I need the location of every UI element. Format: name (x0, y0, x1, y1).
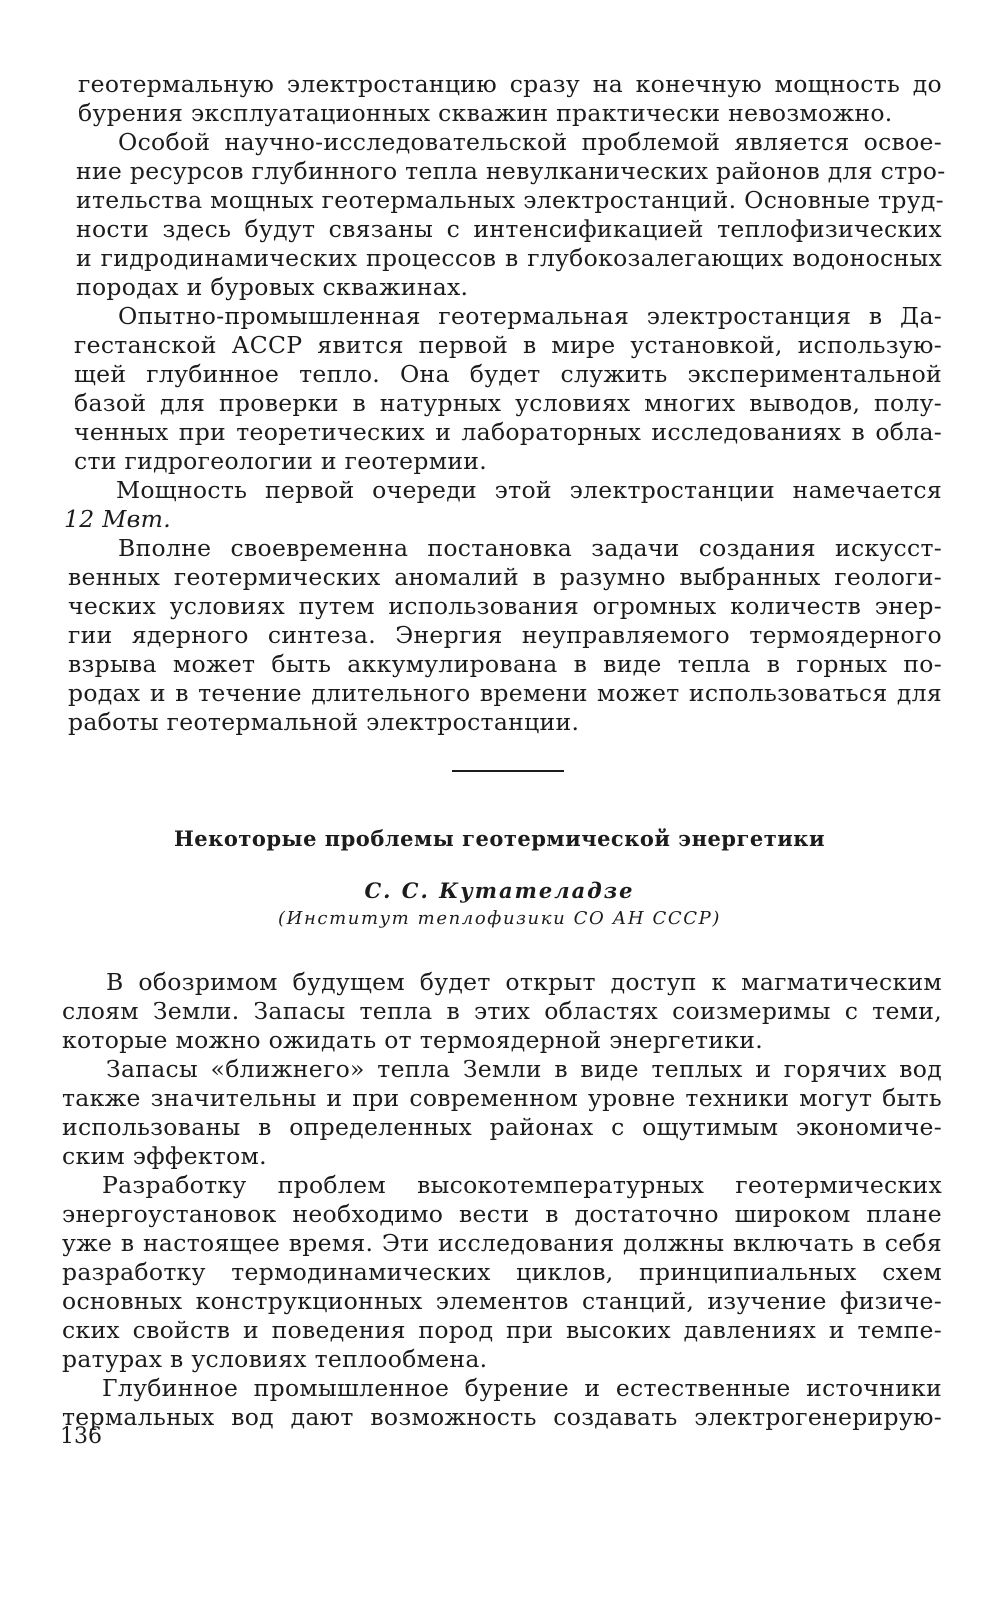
text-line: ческих условиях путем использования огромных количеств энер- (68, 592, 942, 620)
text-line: В обозримом будущем будет открыт доступ к магматическим (106, 968, 942, 996)
bottom-text-block (62, 968, 942, 1432)
article-affiliation: (Институт теплофизики СО АН СССР) (278, 908, 721, 929)
text-line: использованы в определенных районах с ощутимым экономиче- (62, 1113, 942, 1141)
page-number: 136 (60, 1424, 102, 1449)
text-line: энергоустановок необходимо вести в достаточно широком плане (62, 1200, 942, 1228)
text-line: работы геотермальной электростанции. (68, 708, 580, 736)
text-line: венных геотермических аномалий в разумно выбранных геологи- (68, 563, 942, 591)
article-author: С. С. Кутателадзе (364, 878, 635, 903)
text-line: щей глубинное тепло. Она будет служить экспериментальной (74, 360, 942, 388)
text-line: Вполне своевременна постановка задачи создания искусст- (118, 534, 942, 562)
text-line: 12 Мвт. (64, 505, 171, 533)
text-line: Разработку проблем высокотемпературных геотермических (102, 1171, 942, 1199)
text-line: Запасы «ближнего» тепла Земли в виде теплых и горячих вод (106, 1055, 942, 1083)
text-line: также значительны и при современном уровне техники могут быть (62, 1084, 942, 1112)
text-line: Опытно-промышленная геотермальная электростанция в Да- (118, 302, 942, 330)
text-line: ратурах в условиях теплообмена. (62, 1345, 488, 1373)
text-line: ности здесь будут связаны с интенсификацией теплофизических (76, 215, 942, 243)
text-line: родах и в течение длительного времени может использоваться для (68, 679, 942, 707)
text-line: ние ресурсов глубинного тепла невулканических районов для стро- (76, 157, 946, 185)
text-line: геотермальную электростанцию сразу на конечную мощность до (78, 70, 942, 98)
text-line: Особой научно-исследовательской проблемой является освое- (118, 128, 942, 156)
text-line: термальных вод дают возможность создавать электрогенерирую- (62, 1403, 942, 1431)
text-line: Глубинное промышленное бурение и естественные источники (102, 1374, 942, 1402)
text-line: базой для проверки в натурных условиях многих выводов, полу- (74, 389, 942, 417)
article-title: Некоторые проблемы геотермической энергетики (173, 826, 826, 851)
text-line: слоям Земли. Запасы тепла в этих областях соизмеримы с теми, (62, 997, 942, 1025)
text-line: ительства мощных геотермальных электростанций. Основные труд- (76, 186, 944, 214)
text-line: и гидродинамических процессов в глубокозалегающих водоносных (76, 244, 942, 272)
text-line: взрыва может быть аккумулирована в виде тепла в горных по- (68, 650, 942, 678)
text-line: гии ядерного синтеза. Энергия неуправляемого термоядерного (68, 621, 942, 649)
text-line: ченных при теоретических и лабораторных исследованиях в обла- (74, 418, 942, 446)
text-line: основных конструкционных элементов станций, изучение физиче- (62, 1287, 942, 1315)
text-line: ским эффектом. (62, 1142, 267, 1170)
text-line: гестанской АССР явится первой в мире установкой, использую- (74, 331, 942, 359)
text-line: бурения эксплуатационных скважин практически невозможно. (78, 99, 893, 127)
text-line: сти гидрогеологии и геотермии. (74, 447, 488, 475)
text-line: уже в настоящее время. Эти исследования должны включать в себя (62, 1229, 942, 1257)
section-separator (452, 770, 564, 772)
text-line: Мощность первой очереди этой электростанции намечается (116, 476, 942, 504)
text-line: ских свойств и поведения пород при высоких давлениях и темпе- (62, 1316, 942, 1344)
top-text-block (62, 70, 946, 737)
text-line: разработку термодинамических циклов, принципиальных схем (62, 1258, 942, 1286)
text-line: которые можно ожидать от термоядерной энергетики. (62, 1026, 763, 1054)
text-line: породах и буровых скважинах. (76, 273, 469, 301)
